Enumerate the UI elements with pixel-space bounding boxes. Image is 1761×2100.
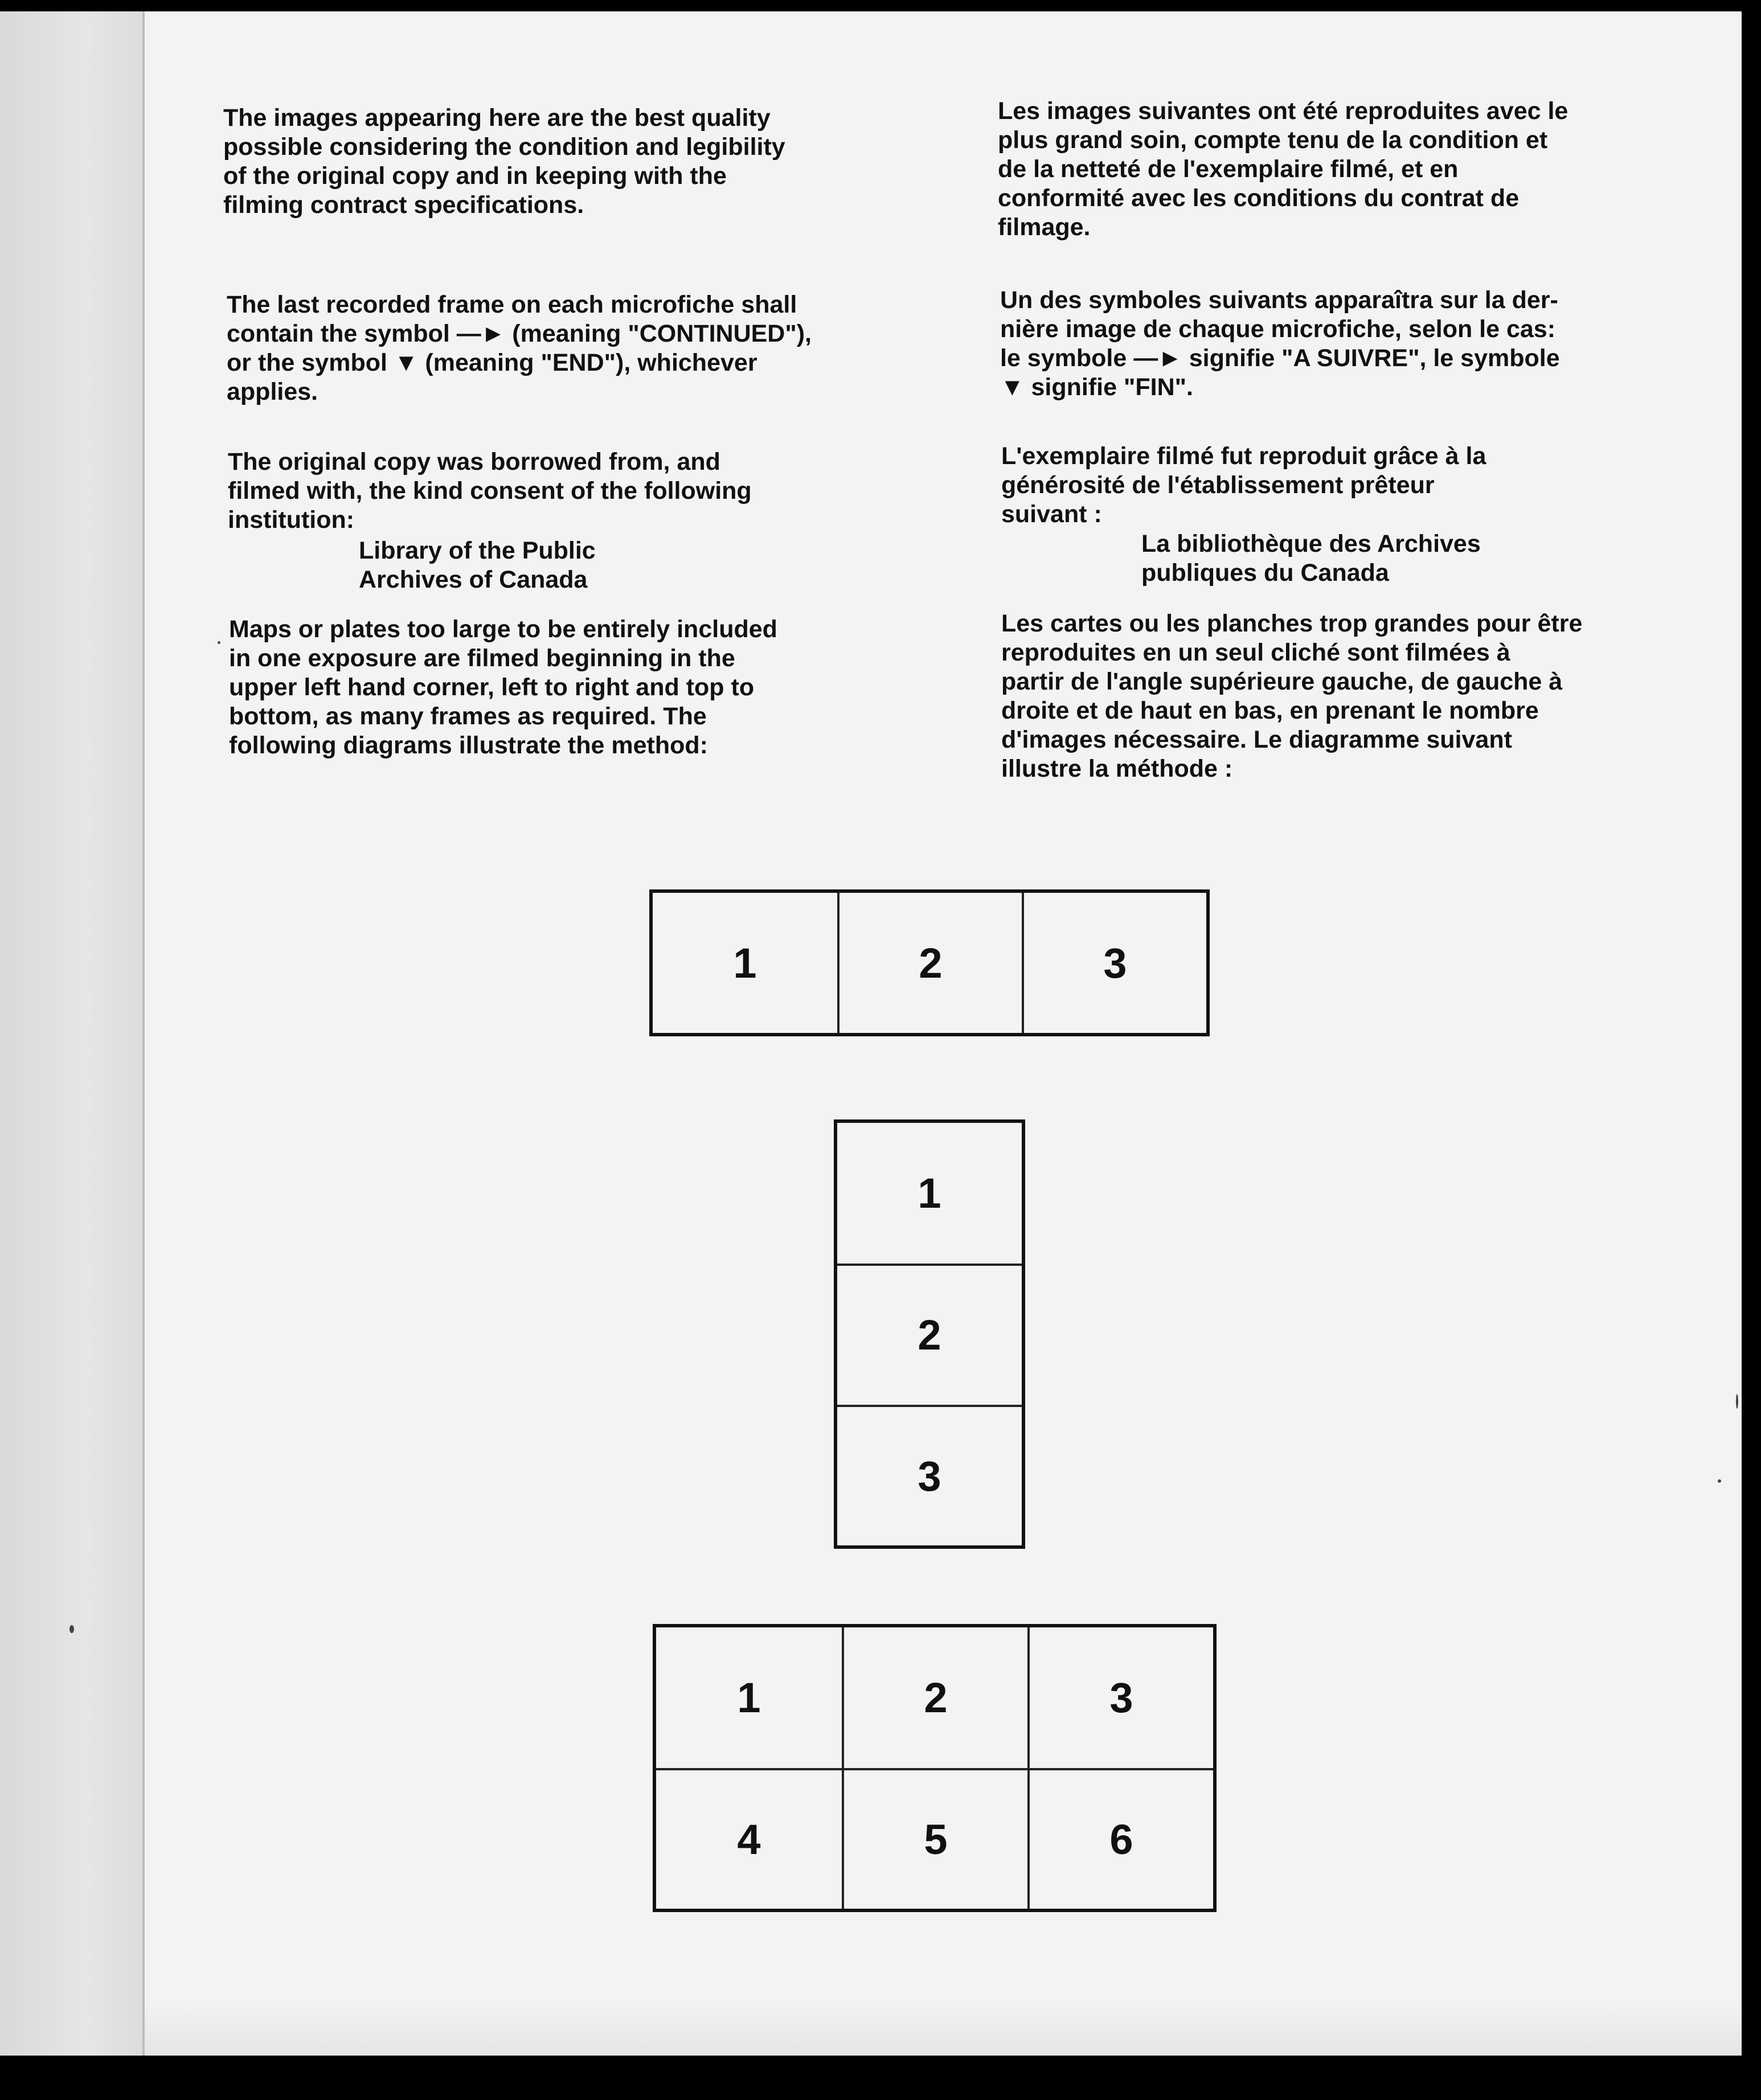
frame-cell: 2: [837, 893, 1022, 1033]
frame-cell: 2: [837, 1264, 1022, 1404]
film-speck: [218, 641, 220, 644]
diagram-grid: [653, 1624, 1217, 1912]
frame-cell: 1: [737, 1674, 761, 1721]
english-symbols-paragraph: The last recorded frame on each microfiche shall contain the symbol —► (meaning "CONTINUED"), or the symbol ▼ (meaning "END"), whichever applies.: [227, 291, 812, 405]
frame-cell: 3: [1022, 893, 1206, 1033]
film-speck: [1736, 1394, 1738, 1409]
french-borrowed-paragraph: L'exemplaire filmé fut reproduit grâce à la générosité de l'établissement prêteur suivant :: [1001, 442, 1486, 528]
frame-cell: 1: [918, 1170, 941, 1217]
diagram-horizontal-strip: [649, 889, 1210, 1036]
film-speck: [1718, 1479, 1721, 1483]
frame-cell: 6: [1027, 1768, 1213, 1909]
english-institution-line1: Library of the Public: [359, 537, 596, 564]
frame-cell: 5: [842, 1768, 1027, 1909]
english-borrowed-paragraph: The original copy was borrowed from, and filmed with, the kind consent of the following institution:: [228, 448, 752, 534]
left-page-strip: [0, 11, 144, 2056]
french-quality-paragraph: Les images suivantes ont été reproduites avec le plus grand soin, compte tenu de la condition et de la netteté de l'exemplaire filmé, et en conformité avec les conditions du contrat de filmage.: [998, 97, 1568, 241]
french-institution-line1: La bibliothèque des Archives: [1141, 530, 1481, 557]
frame-cell: 3: [1027, 1627, 1213, 1768]
frame-cell: 3: [837, 1405, 1022, 1545]
diagram-vertical-strip: [834, 1119, 1025, 1549]
film-border-top: [0, 0, 1761, 11]
english-institution-line2: Archives of Canada: [359, 566, 588, 593]
english-maps-paragraph: Maps or plates too large to be entirely included in one exposure are filmed beginning in the upper left hand corner, left to right and top to bottom, as many frames as required. The following diagrams illustrate the method:: [229, 616, 777, 759]
film-border-bottom: [0, 2056, 1761, 2100]
frame-cell: 4: [656, 1768, 842, 1909]
page-bottom-shade: [145, 2004, 1742, 2056]
frame-cell: 1: [733, 939, 757, 987]
french-symbols-paragraph: Un des symboles suivants apparaîtra sur la der- nière image de chaque microfiche, selon le cas: le symbole —► signifie "A SUIVRE", le symbole ▼ signifie "FIN".: [1000, 286, 1560, 401]
english-quality-paragraph: The images appearing here are the best quality possible considering the condition and legibility of the original copy and in keeping with the filming contract specifications.: [223, 104, 785, 219]
film-speck: [69, 1625, 74, 1633]
film-border-right: [1742, 0, 1761, 2100]
french-maps-paragraph: Les cartes ou les planches trop grandes pour être reproduites en un seul cliché sont filmées à partir de l'angle supérieure gauche, de gauche à droite et de haut en bas, en prenant le nombre d'images nécessaire. Le diagramme suivant illustre la méthode :: [1001, 610, 1583, 782]
french-institution-line2: publiques du Canada: [1141, 559, 1389, 586]
frame-cell: 2: [842, 1627, 1027, 1768]
